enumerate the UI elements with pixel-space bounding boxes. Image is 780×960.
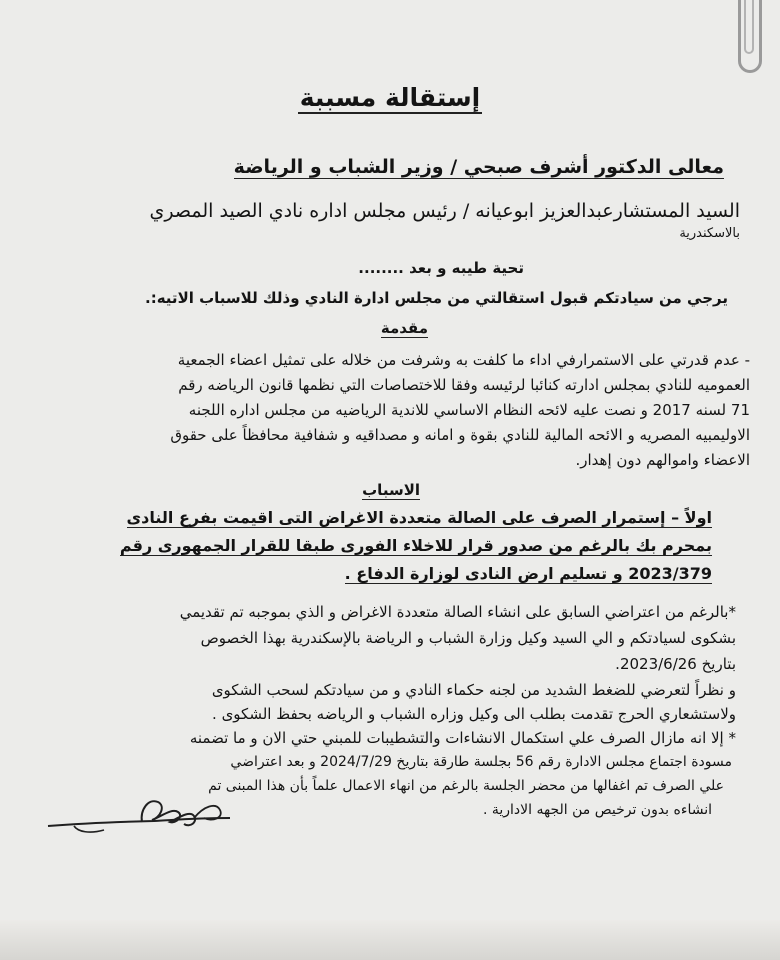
addressee-minister: معالى الدكتور أشرف صبحي / وزير الشباب و الرياضة — [233, 156, 724, 178]
body-line: مسودة اجتماع مجلس الادارة رقم 56 بجلسة طارقة بتاريخ 2024/7/29 و بعد اعتراضي — [230, 754, 732, 770]
body-line: *بالرغم من اعتراضي السابق على انشاء الصالة متعددة الاغراض و الذي بموجبه تم تقديمي — [179, 603, 736, 621]
reasons-heading: الاسباب — [362, 481, 420, 499]
reason-line: بمحرم بك بالرغم من صدور قرار للاخلاء الفورى طبقا للقرار الجمهورى رقم — [119, 536, 712, 555]
paper-clip-icon — [738, 0, 762, 73]
body-line: بشكوى لسيادتكم و الي السيد وكيل وزارة الشباب و الرياضة بالإسكندرية بهذا الخصوص — [200, 629, 736, 647]
intro-line: 71 لسنه 2017 و نصت عليه لائحه النظام الاساسي للاندية الرياضيه من مجلس اداره اللجنه — [188, 401, 750, 419]
addressee-city: بالاسكندرية — [679, 226, 740, 241]
body-line: * إلا انه مازال الصرف علي استكمال الانشاءات والتشطيبات للمبني حتي الان و ما تضمنه — [189, 729, 736, 747]
body-line: و نظراً لتعرضي للضغط الشديد من لجنه حكماء النادي و من سيادتكم لسحب الشكوى — [211, 681, 736, 699]
letter-title: إستقالة مسببة — [299, 83, 481, 112]
body-line: ولاستشعاري الحرج تقدمت بطلب الى وكيل وزاره الشباب و الرياضه بحفظ الشكوى . — [212, 705, 736, 723]
intro-line: الاوليمبيه المصريه و الائحه المالية للنادي بقوة و امانه و مصداقيه و شفافية محافظاً على حقوق — [170, 426, 750, 444]
intro-line: الاعضاء واموالهم دون إهدار. — [575, 451, 750, 469]
addressee-club-president: السيد المستشارعبدالعزيز ابوعيانه / رئيس مجلس اداره نادي الصيد المصري — [149, 200, 740, 222]
handwritten-signature — [44, 788, 234, 844]
intro-heading: مقدمة — [380, 319, 428, 337]
intro-line: العموميه للنادي بمجلس ادارته كنائبا لرئيسه وفقا للاختصاصات التي نظمها قانون الرياضه رقم — [178, 376, 750, 394]
greeting: تحية طيبه و بعد ........ — [358, 259, 524, 277]
reason-line: 2023/379 و تسليم ارض النادى لوزارة الدفاع . — [344, 564, 712, 583]
body-line: بتاريخ 2023/6/26. — [615, 655, 736, 673]
body-line: علي الصرف تم اغفالها من محضر الجلسة بالرغم من انهاء الاعمال علماً بأن هذا المبنى تم — [208, 778, 724, 794]
resignation-request: يرجي من سيادتكم قبول استقالتي من مجلس ادارة النادي وذلك للاسباب الاتيه:. — [145, 289, 728, 307]
intro-line: - عدم قدرتي على الاستمرارفي اداء ما كلفت به وشرفت من خلاله على تمثيل اعضاء الجمعية — [177, 351, 750, 369]
reason-line: اولاً – إستمرار الصرف على الصالة متعددة الاغراض التى اقيمت بفرع النادى — [126, 508, 712, 527]
body-line: انشاءه بدون ترخيص من الجهه الادارية . — [482, 802, 712, 818]
